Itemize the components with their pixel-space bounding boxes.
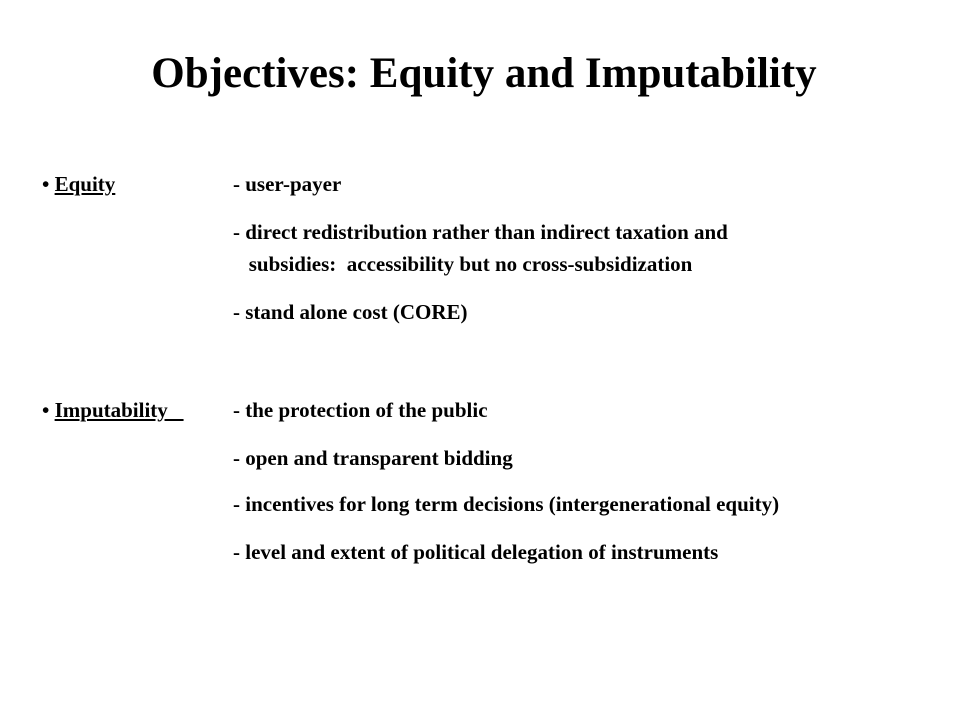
bullet-marker: •	[42, 172, 50, 196]
term-equity: Equity	[54, 172, 116, 196]
bullet-item-imputability	[42, 398, 184, 422]
equity-line-3: subsidies: accessibility but no cross-subsidization	[233, 252, 693, 276]
equity-line-2: - direct redistribution rather than indirect taxation and	[233, 220, 728, 244]
imputability-line-2: - open and transparent bidding	[233, 446, 513, 470]
bullet-item-equity	[42, 172, 115, 196]
equity-line-1: - user-payer	[233, 172, 342, 196]
bullet-marker: •	[42, 398, 50, 422]
equity-line-4: - stand alone cost (CORE)	[233, 300, 468, 324]
imputability-line-4: - level and extent of political delegation of instruments	[233, 540, 719, 564]
slide-title: Objectives: Equity and Imputability	[151, 50, 817, 97]
imputability-line-3: - incentives for long term decisions (intergenerational equity)	[233, 492, 780, 516]
imputability-line-1: - the protection of the public	[233, 398, 488, 422]
term-imputability: Imputability	[54, 398, 184, 422]
